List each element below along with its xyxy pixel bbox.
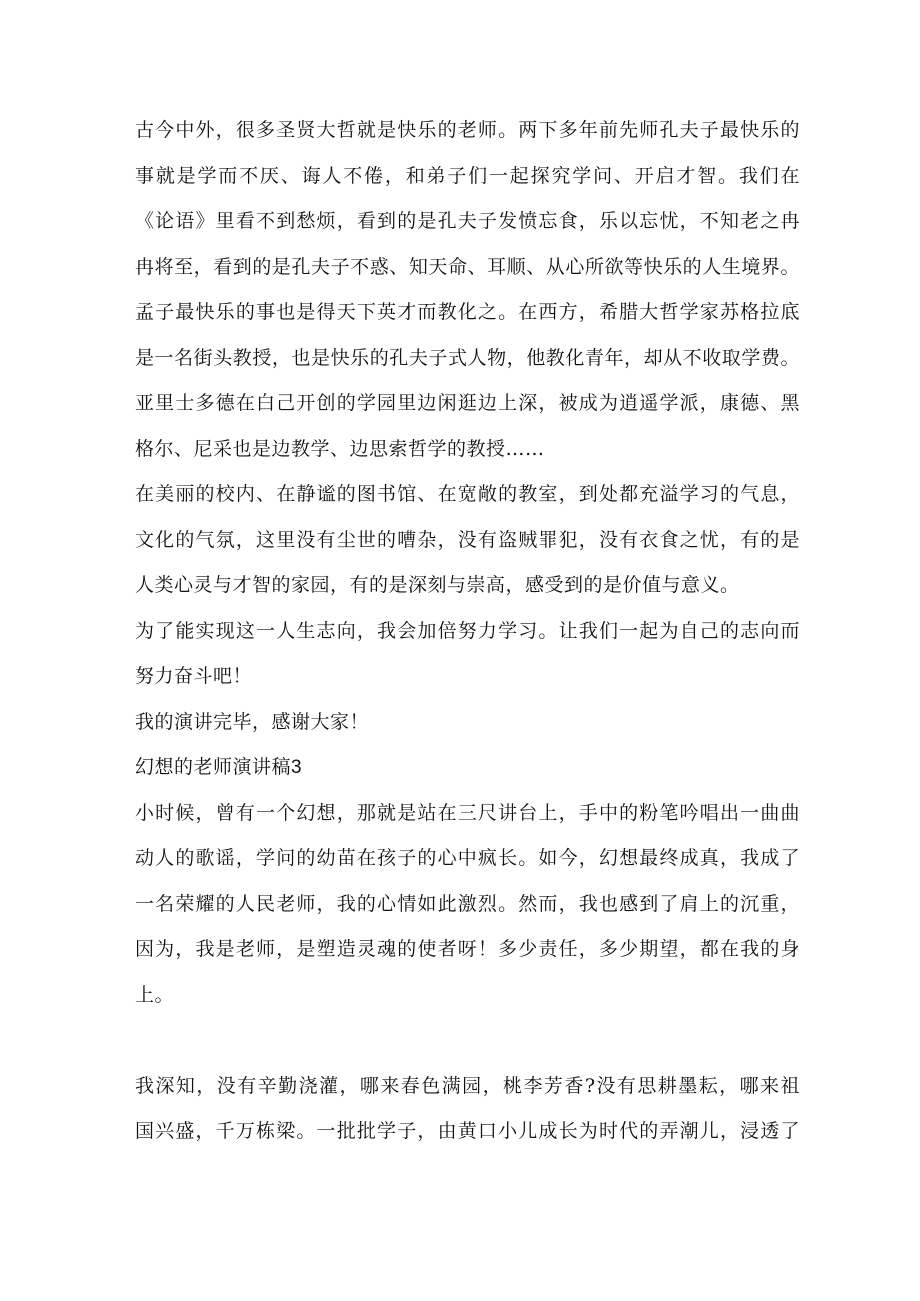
text-line: 我深知，没有辛勤浇灌，哪来春色满园，桃李芳香?没有思耕墨耘，哪来祖 bbox=[135, 1074, 800, 1097]
text-line: 孟子最快乐的事也是得天下英才而教化之。在西方，希腊大哲学家苏格拉底 bbox=[135, 301, 800, 323]
text-line: 《论语》里看不到愁烦，看到的是孔夫子发愤忘食，乐以忘忧，不知老之冉 bbox=[135, 210, 800, 232]
text-line: 努力奋斗吧！ bbox=[135, 665, 253, 687]
text-line: 国兴盛，千万栋梁。一批批学子，由黄口小儿成长为时代的弄潮儿，浸透了 bbox=[135, 1120, 800, 1142]
blank-line bbox=[135, 1018, 800, 1064]
text-line: 格尔、尼采也是边教学、边思索哲学的教授…… bbox=[135, 437, 545, 460]
text-line: 亚里士多德在白己开创的学园里边闲逛边上深，被成为逍遥学派，康德、黑 bbox=[135, 392, 800, 414]
text-line: 在美丽的校内、在静谧的图书馆、在宽敞的教室，到处都充溢学习的气息， bbox=[135, 483, 800, 505]
text-line: 文化的气氛，这里没有尘世的嘈杂，没有盗贼罪犯，没有衣食之忧，有的是 bbox=[135, 528, 800, 551]
text-line: 人类心灵与才智的家园，有的是深刻与崇高，感受到的是价值与意义。 bbox=[135, 574, 740, 596]
text-line: 一名荣耀的人民老师，我的心情如此激烈。然而，我也感到了肩上的沉重， bbox=[135, 892, 800, 915]
text-line: 上。 bbox=[135, 983, 175, 1006]
text-line: 冉将至，看到的是孔夫子不惑、知天命、耳顺、从心所欲等快乐的人生境界。 bbox=[135, 255, 800, 278]
text-line: 是一名街头教授，也是快乐的孔夫子式人物，他教化青年，却从不收取学费。 bbox=[135, 346, 800, 369]
text-line: 古今中外，很多圣贤大哲就是快乐的老师。两下多年前先师孔夫子最快乐的 bbox=[135, 119, 800, 141]
text-line: 为了能实现这一人生志向，我会加倍努力学习。让我们一起为自己的志向而 bbox=[135, 619, 800, 642]
text-line: 我的演讲完毕，感谢大家！ bbox=[135, 710, 370, 733]
text-line: 事就是学而不厌、诲人不倦，和弟子们一起探究学问、开启才智。我们在 bbox=[135, 164, 800, 187]
text-line: 因为，我是老师，是塑造灵魂的使者呀！多少责任，多少期望，都在我的身 bbox=[135, 938, 800, 960]
document-body bbox=[135, 108, 800, 1155]
section-heading: 幻想的老师演讲稿3 bbox=[135, 757, 303, 778]
text-line: 小时候，曾有一个幻想，那就是站在三尺讲台上，手中的粉笔吟唱出一曲曲 bbox=[135, 801, 800, 824]
text-line: 动人的歌谣，学问的幼苗在孩子的心中疯长。如今，幻想最终成真，我成了 bbox=[135, 847, 800, 869]
